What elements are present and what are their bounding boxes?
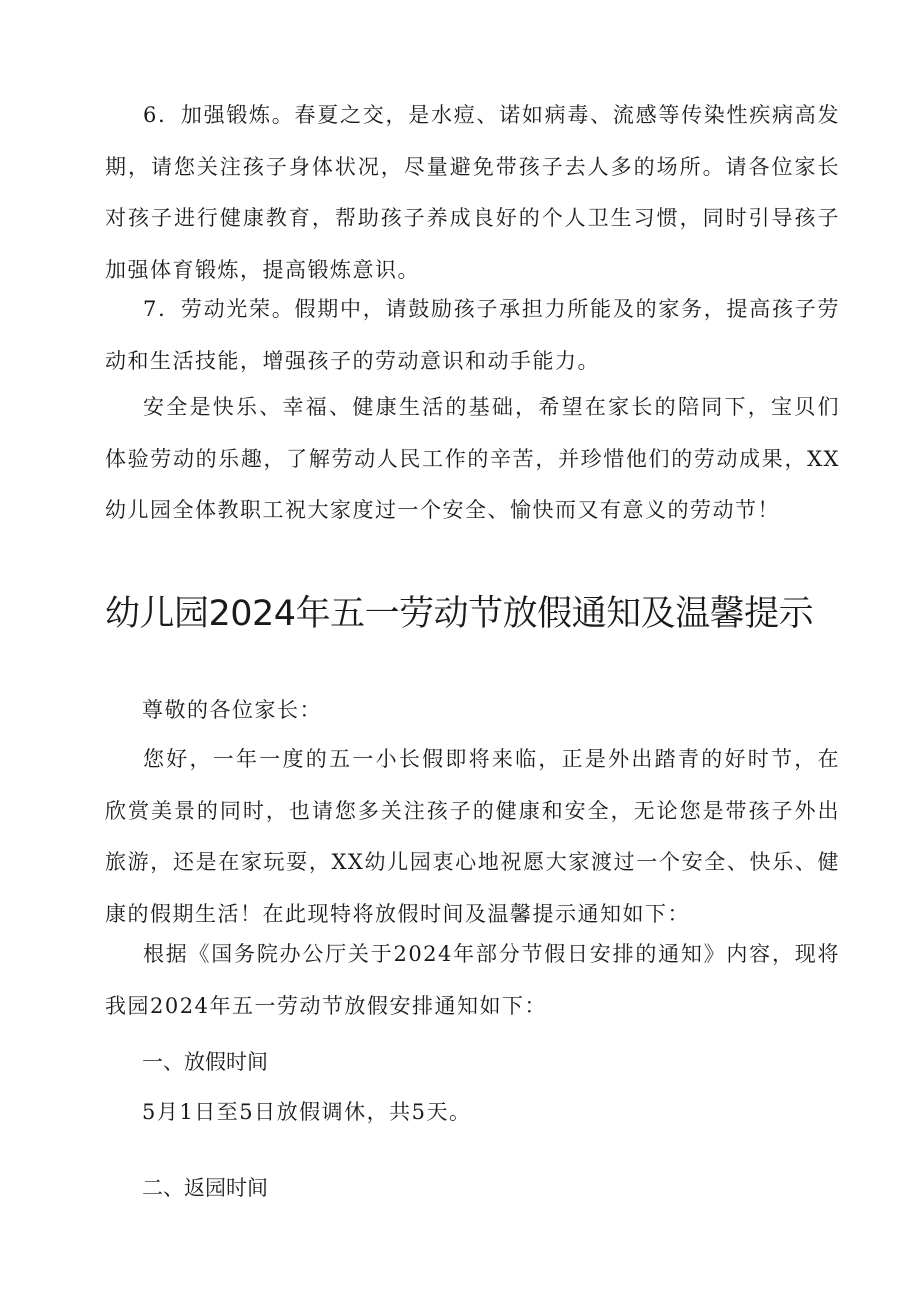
- salutation: 尊敬的各位家长：: [142, 698, 322, 722]
- paragraph-labor: 7．劳动光荣。假期中，请鼓励孩子承担力所能及的家务，提高孩子劳动和生活技能，增强孩子的劳动意识和动手能力。: [105, 297, 840, 373]
- paragraph-exercise: 6．加强锻炼。春夏之交，是水痘、诺如病毒、流感等传染性疾病高发期，请您关注孩子身体状况，尽量避免带孩子去人多的场所。请各位家长对孩子进行健康教育，帮助孩子养成良好的个人卫生习惯，同时引导孩子加强体育锻炼，提高锻炼意识。: [105, 103, 840, 282]
- paragraph-intro: 您好，一年一度的五一小长假即将来临，正是外出踏青的好时节，在欣赏美景的同时，也请您多关注孩子的健康和安全，无论您是带孩子外出旅游，还是在家玩耍，XX幼儿园衷心地祝愿大家渡过一个安全、快乐、健康的假期生活！在此现特将放假时间及温馨提示通知如下：: [105, 747, 840, 926]
- section-heading-return-time: 二、返园时间: [142, 1176, 268, 1200]
- section-heading-holiday-time: 一、放假时间: [142, 1050, 268, 1074]
- paragraph-basis: 根据《国务院办公厅关于2024年部分节假日安排的通知》内容，现将我园2024年五一劳动节放假安排通知如下：: [105, 942, 840, 1018]
- paragraph-closing: 安全是快乐、幸福、健康生活的基础，希望在家长的陪同下，宝贝们体验劳动的乐趣，了解劳动人民工作的辛苦，并珍惜他们的劳动成果，XX幼儿园全体教职工祝大家度过一个安全、愉快而又有意义的劳动节！: [105, 395, 840, 522]
- notice-title: 幼儿园2024年五一劳动节放假通知及温馨提示: [105, 594, 814, 634]
- holiday-time-text: 5月1日至5日放假调休，共5天。: [142, 1100, 472, 1124]
